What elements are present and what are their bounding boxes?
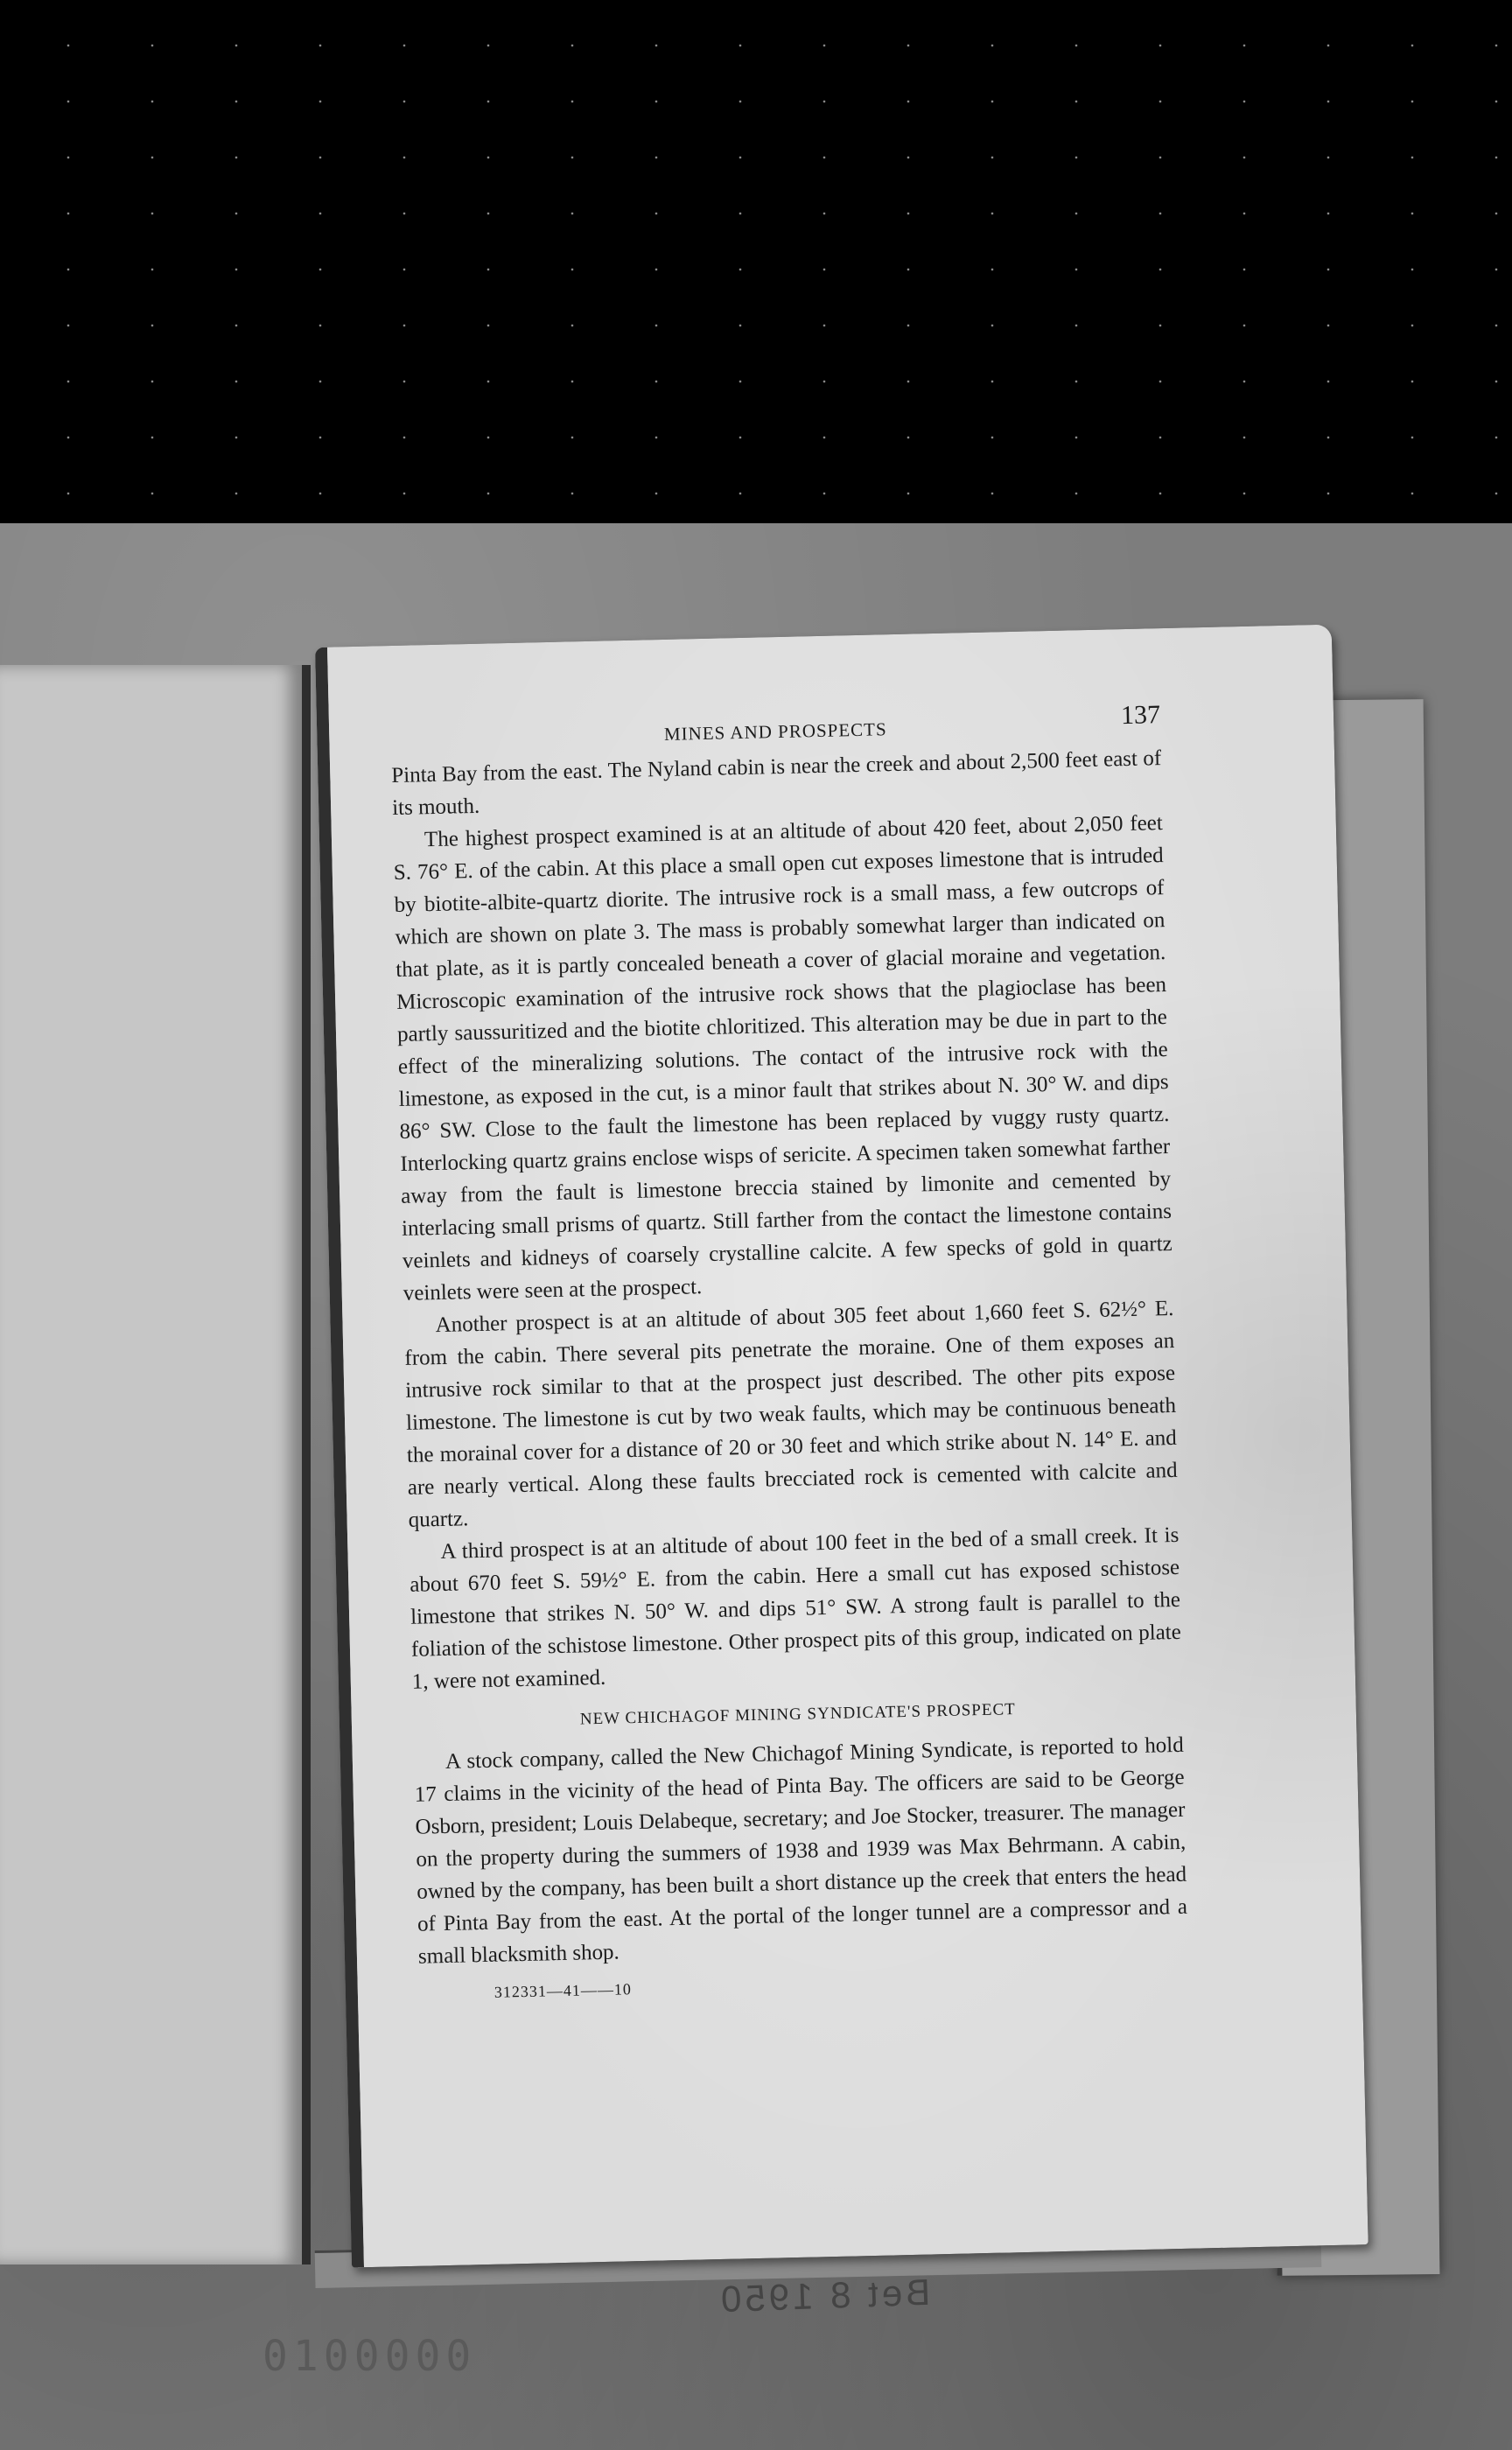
paragraph-continued: Pinta Bay from the east. The Nyland cabin is near the creek and about 2,500 feet east of its mouth. xyxy=(391,746,1162,821)
section-heading: NEW CHICHAGOF MINING SYNDICATE'S PROSPECT xyxy=(579,1700,1016,1729)
footer-print-code: 312331—41——10 xyxy=(494,1980,633,2001)
paragraph-highest-prospect: The highest prospect examined is at an altitude of about 420 feet, about 2,050 feet S. 76° E. of the cabin. At this place a small open cut exposes limestone that is intruded by biotite-albite-quartz diorite. The intrusive rock is a small mass, a few outcrops of which are shown on plate 3. The mass is probably somewhat larger than indicated on that plate, as it is partly concealed beneath a cover of glacial moraine and vegetation. Microscopic examination of the intrusive rock shows that the plagioclase has been partly saussuritized and the biotite chloritized. This alteration may be due in part to the effect of the mineralizing solutions. The contact of the intrusive rock with the limestone, as exposed in the cut, is a minor fault that strikes about N. 30° W. and dips 86° SW. Close to the fault the limestone has been replaced by vuggy rusty quartz. Interlocking quartz grains enclose wisps of sericite. A specimen taken somewhat farther away from the fault is limestone breccia stained by limonite and cemented by interlacing small prisms of quartz. Still farther from the contact the limestone contains veinlets and kidneys of coarsely crystalline calcite. A few specks of gold in quartz veinlets were seen at the prospect. xyxy=(393,811,1173,1306)
paragraph-another-prospect: Another prospect is at an altitude of about 305 feet about 1,660 feet S. 62½° E. from the cabin. There several pits penetrate the moraine. One of them exposes an intrusive rock similar to that at the prospect just described. The other pits expose limestone. The limestone is cut by two weak faults, which may be continuous beneath the morainal cover for a distance of 20 or 30 feet and which strike about N. 14° E. and are nearly vertical. Along these faults brecciated rock is cemented with calcite and quartz. xyxy=(404,1296,1178,1532)
mirrored-stamp: Bet 8 1950 xyxy=(717,2271,931,2320)
running-head: MINES AND PROSPECTS xyxy=(663,718,887,745)
page-content xyxy=(390,698,1189,2011)
facing-page-left xyxy=(0,665,311,2264)
scanner-background-band xyxy=(0,0,1512,522)
book-page xyxy=(315,625,1368,2268)
serial-number-stamp: 0100000 xyxy=(262,2332,477,2381)
paragraph-syndicate: A stock company, called the New Chichagof Mining Syndicate, is reported to hold 17 claims in the vicinity of the head of Pinta Bay. The officers are said to be George Osborn, president; Louis Delabeque, secretary; and Joe Stocker, treasurer. The manager on the property during the summers of 1938 and 1939 was Max Behrmann. A cabin, owned by the company, has been built a short distance up the creek that enters the head of Pinta Bay from the east. At the portal of the longer tunnel are a compressor and a small blacksmith shop. xyxy=(414,1732,1188,1969)
page-number: 137 xyxy=(1120,700,1161,731)
paragraph-third-prospect: A third prospect is at an altitude of about 100 feet in the bed of a small creek. It is about 670 feet S. 59½° E. from the cabin. Here a small cut has exposed schistose limestone that strikes N. 50° W. and dips 51° SW. A strong fault is parallel to the foliation of the schistose limestone. Other prospect pits of this group, indicated on plate 1, were not examined. xyxy=(410,1522,1182,1694)
